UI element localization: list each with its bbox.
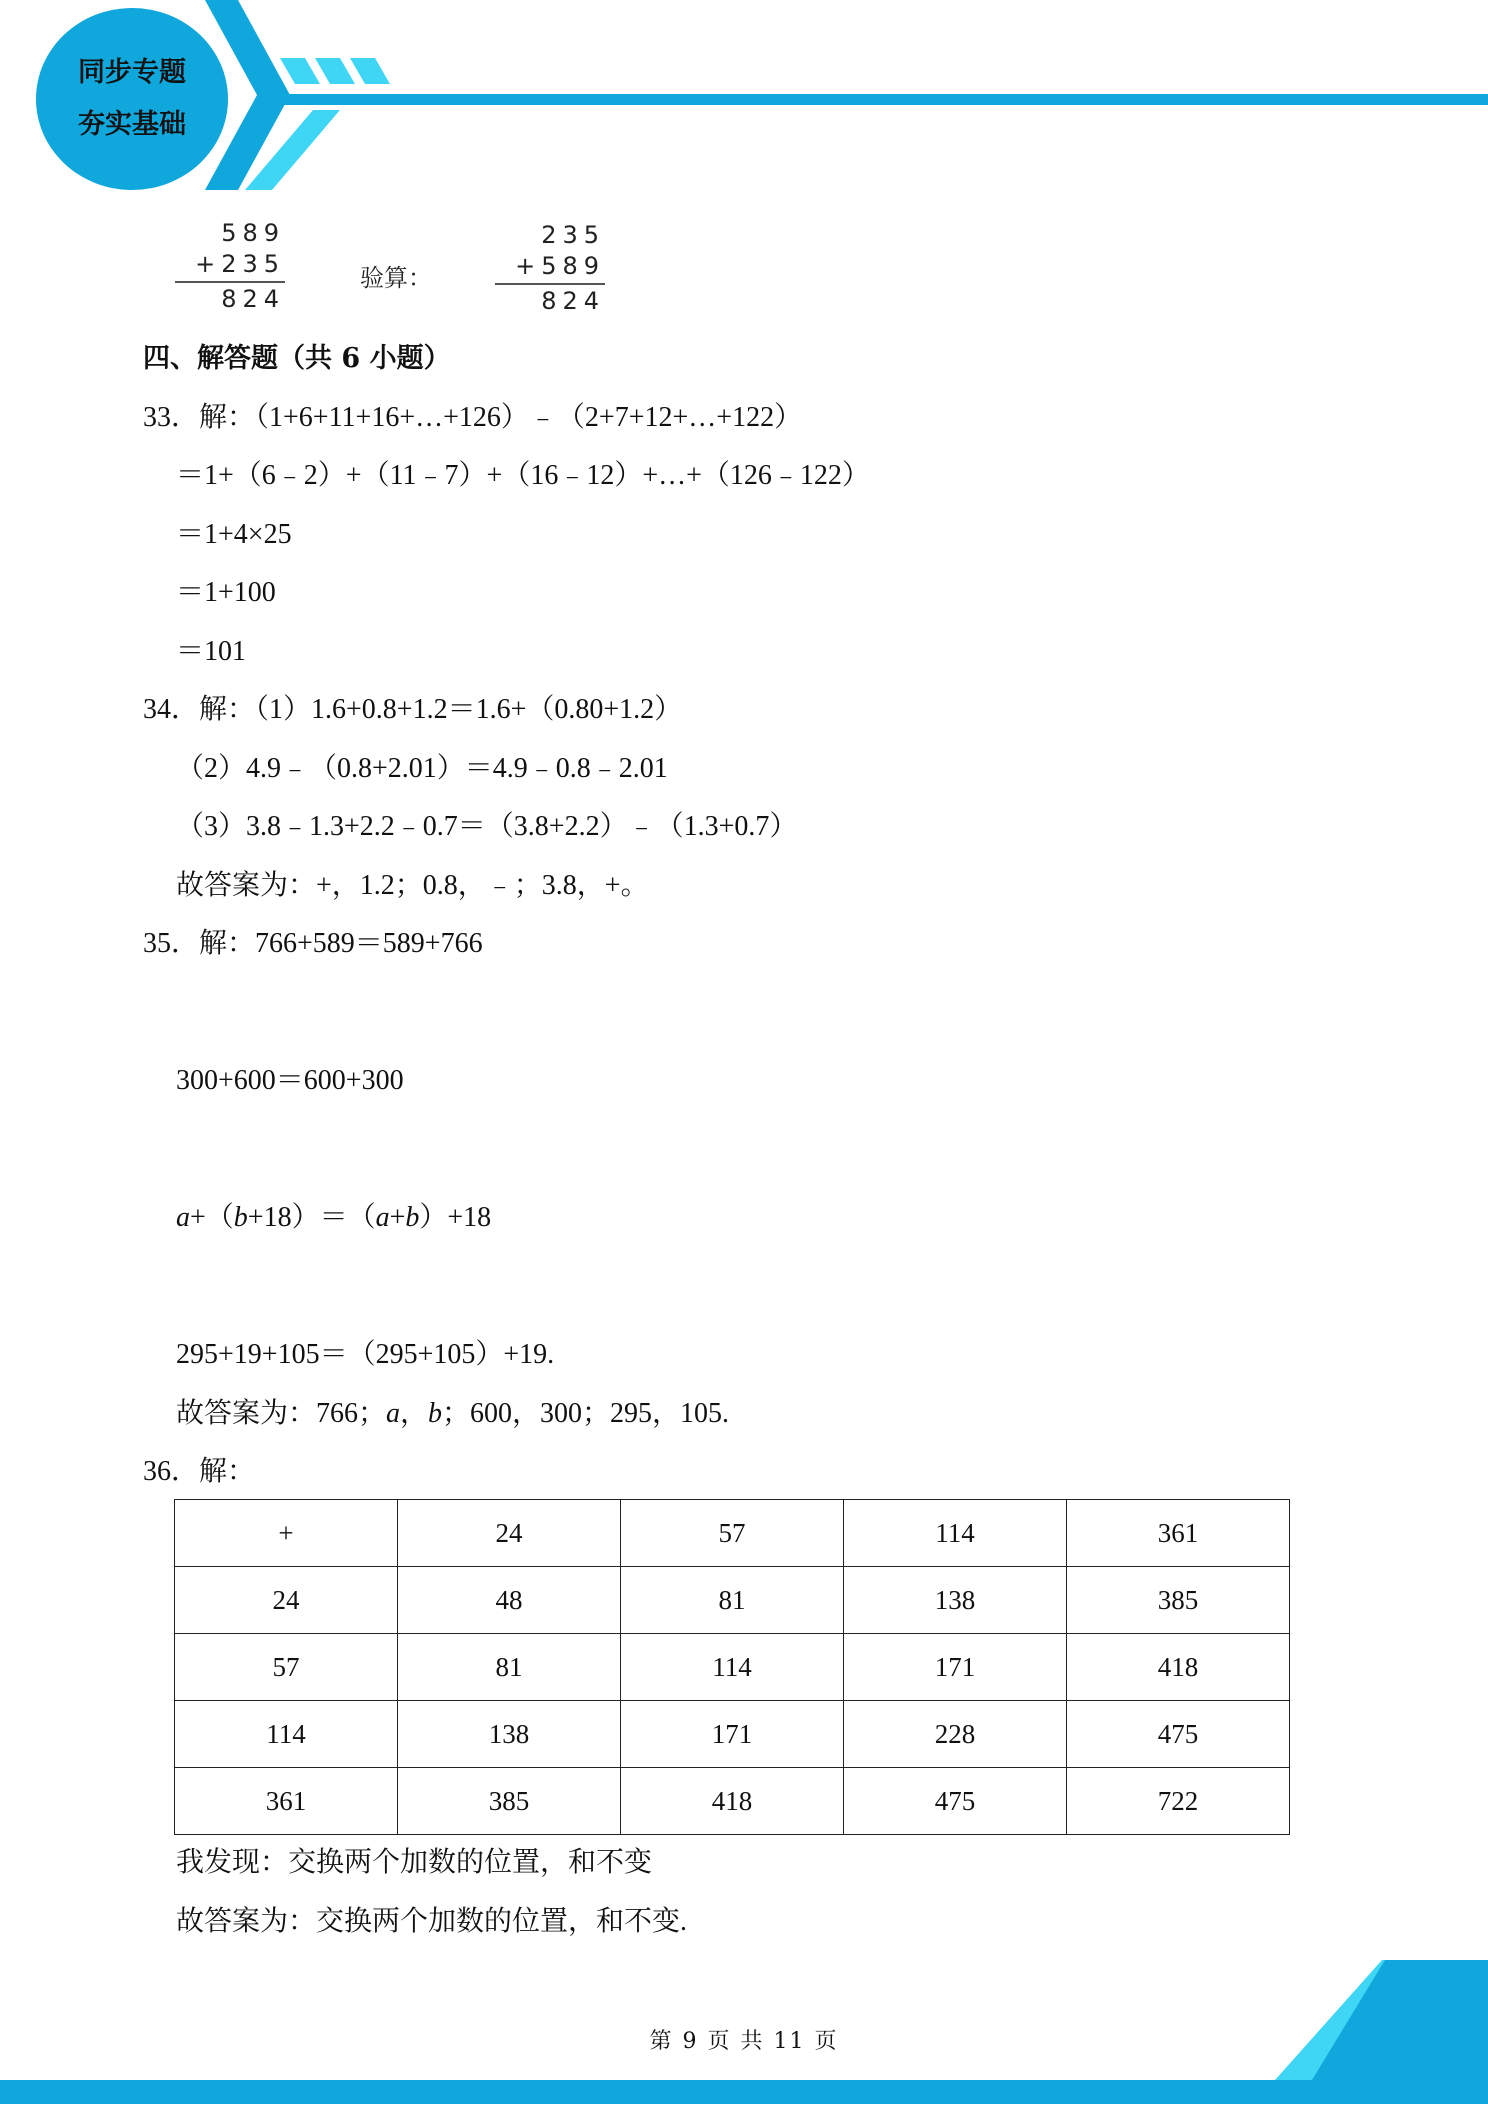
verify-label: 验算： xyxy=(360,264,432,292)
q34-line-2: （2）4.9﹣（0.8+2.01）＝4.9﹣0.8﹣2.01 xyxy=(176,753,668,784)
q35-line-4: 295+19+105＝（295+105）+19. xyxy=(176,1339,555,1370)
table-cell: 138 xyxy=(844,1567,1067,1634)
header-badge xyxy=(36,8,228,190)
q34-line-1: 34．解：（1）1.6+0.8+1.2＝1.6+（0.80+1.2） xyxy=(143,694,683,725)
text: ；600，300；295，105. xyxy=(442,1398,730,1429)
table-cell: 81 xyxy=(398,1634,621,1701)
addend-top: 589 xyxy=(221,219,285,247)
q36-answer: 故答案为：交换两个加数的位置，和不变. xyxy=(176,1906,688,1937)
table-row xyxy=(175,1634,1290,1701)
table-cell: 475 xyxy=(1067,1701,1290,1768)
q35-line-2: 300+600＝600+300 xyxy=(176,1065,404,1096)
table-cell: 385 xyxy=(398,1768,621,1835)
text: +（ xyxy=(190,1202,234,1233)
table-cell: 418 xyxy=(621,1768,844,1835)
q33-line-5: ＝101 xyxy=(176,636,247,667)
table-cell: 24 xyxy=(398,1500,621,1567)
table-cell: 475 xyxy=(844,1768,1067,1835)
q33-line-2: ＝1+（6﹣2）+（11﹣7）+（16﹣12）+…+（126﹣122） xyxy=(176,460,870,491)
addend-bottom: +235 xyxy=(195,250,285,278)
addition-table xyxy=(174,1499,1290,1835)
var-b: b xyxy=(233,1202,248,1233)
sum-rule xyxy=(175,281,285,283)
badge-line-2: 夯实基础 xyxy=(78,109,186,140)
q33-line-3: ＝1+4×25 xyxy=(176,519,292,550)
header-stripe-3 xyxy=(350,58,390,84)
text: +18）＝（ xyxy=(247,1202,376,1233)
table-cell: 57 xyxy=(175,1634,398,1701)
table-cell: 171 xyxy=(621,1701,844,1768)
table-cell: 418 xyxy=(1067,1634,1290,1701)
table-cell: 722 xyxy=(1067,1768,1290,1835)
table-row xyxy=(175,1500,1290,1567)
var-a: a xyxy=(375,1202,390,1233)
table-row xyxy=(175,1768,1290,1835)
q35-line-3 xyxy=(176,1201,491,1235)
var-b: b xyxy=(428,1398,443,1429)
q35-answer xyxy=(176,1397,729,1431)
header-stripe-2 xyxy=(315,58,355,84)
table-cell: + xyxy=(175,1500,398,1567)
section-title: 四、解答题（共 6 小题） xyxy=(143,343,451,374)
q36-line-1: 36．解： xyxy=(143,1456,256,1487)
text: + xyxy=(389,1202,406,1233)
table-cell: 228 xyxy=(844,1701,1067,1768)
var-b: b xyxy=(405,1202,420,1233)
column-addition-right xyxy=(495,220,605,317)
addend-top: 235 xyxy=(541,221,605,249)
table-cell: 81 xyxy=(621,1567,844,1634)
footer-bar xyxy=(0,2080,1488,2104)
table-cell: 114 xyxy=(175,1701,398,1768)
sum-result: 824 xyxy=(221,285,285,313)
badge-line-1: 同步专题 xyxy=(78,57,186,88)
table-cell: 114 xyxy=(621,1634,844,1701)
q34-answer: 故答案为：+，1.2；0.8，﹣；3.8，+。 xyxy=(176,870,649,901)
table-cell: 138 xyxy=(398,1701,621,1768)
table-cell: 48 xyxy=(398,1567,621,1634)
header-stripe-1 xyxy=(280,58,320,84)
q36-finding: 我发现：交换两个加数的位置，和不变 xyxy=(176,1847,653,1878)
q34-line-3: （3）3.8﹣1.3+2.2﹣0.7＝（3.8+2.2）﹣（1.3+0.7） xyxy=(176,811,798,842)
footer-decoration xyxy=(0,1950,1488,2104)
table-row xyxy=(175,1701,1290,1768)
addend-bottom: +589 xyxy=(515,252,605,280)
table-cell: 24 xyxy=(175,1567,398,1634)
q35-line-1: 35．解：766+589＝589+766 xyxy=(143,928,483,959)
text: ， xyxy=(400,1398,429,1429)
table-cell: 114 xyxy=(844,1500,1067,1567)
table-cell: 361 xyxy=(1067,1500,1290,1567)
table-cell: 57 xyxy=(621,1500,844,1567)
header-bar xyxy=(265,94,1488,105)
page-number: 第 9 页 共 11 页 xyxy=(649,2029,839,2054)
q33-line-4: ＝1+100 xyxy=(176,577,276,608)
sum-rule xyxy=(495,283,605,285)
table-cell: 385 xyxy=(1067,1567,1290,1634)
var-a: a xyxy=(176,1202,190,1233)
table-row xyxy=(175,1567,1290,1634)
text: ）+18 xyxy=(419,1202,492,1233)
var-a: a xyxy=(386,1398,401,1429)
q33-line-1: 33．解：（1+6+11+16+…+126）﹣（2+7+12+…+122） xyxy=(143,402,803,433)
table-cell: 361 xyxy=(175,1768,398,1835)
text: 故答案为：766； xyxy=(176,1398,387,1429)
column-addition-left xyxy=(175,218,285,315)
table-cell: 171 xyxy=(844,1634,1067,1701)
sum-result: 824 xyxy=(541,287,605,315)
